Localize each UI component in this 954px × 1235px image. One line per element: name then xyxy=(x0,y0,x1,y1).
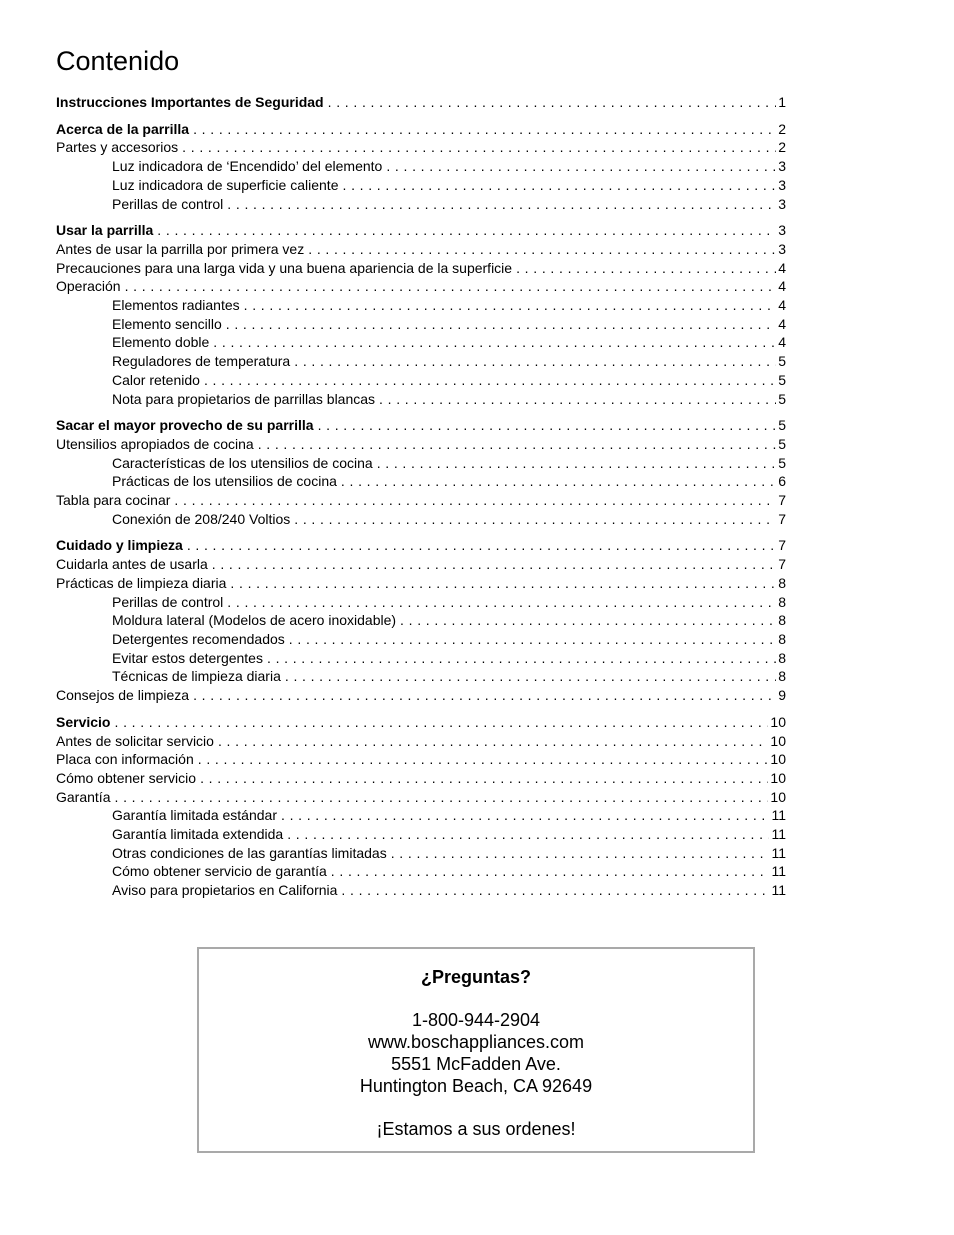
toc-dot-leader xyxy=(226,315,776,334)
toc-entry-label: Garantía limitada estándar xyxy=(112,807,277,824)
toc-dot-leader xyxy=(218,732,768,751)
toc-section xyxy=(56,120,786,214)
toc-page-number: 11 xyxy=(771,882,786,899)
toc-page-number: 4 xyxy=(778,259,786,276)
toc-dot-leader xyxy=(342,176,776,195)
toc-dot-leader xyxy=(377,454,777,473)
questions-box xyxy=(197,947,755,1153)
toc-heading-row xyxy=(56,416,786,435)
toc-entry-label: Antes de solicitar servicio xyxy=(56,732,214,749)
toc-page-number: 3 xyxy=(778,240,786,257)
toc-page-number: 4 xyxy=(778,297,786,314)
toc-entry-label: Aviso para propietarios en California xyxy=(112,882,338,899)
toc-entry-label: Moldura lateral (Modelos de acero inoxidable) xyxy=(112,612,397,629)
toc-dot-leader xyxy=(125,277,777,296)
toc-entry-row xyxy=(56,630,786,649)
toc-page-number: 8 xyxy=(778,574,786,591)
toc-page-number: 3 xyxy=(778,158,786,175)
toc-dot-leader xyxy=(244,296,777,315)
toc-page-number: 5 xyxy=(778,390,786,407)
phone-number: 1-800-944-2904 xyxy=(411,1010,541,1030)
toc-dot-leader xyxy=(400,611,776,630)
toc-entry-row xyxy=(56,277,786,296)
toc-dot-leader xyxy=(213,333,776,352)
toc-dot-leader xyxy=(294,352,776,371)
toc-dot-leader xyxy=(227,593,776,612)
toc-entry-label: Reguladores de temperatura xyxy=(112,353,291,370)
toc-entry-label: Perillas de control xyxy=(112,195,224,212)
toc-page-number: 11 xyxy=(771,844,786,861)
toc-entry-label: Luz indicadora de superficie caliente xyxy=(112,176,339,193)
toc-entry-label: Cómo obtener servicio de garantía xyxy=(112,863,327,880)
toc-page-number: 7 xyxy=(778,492,786,509)
toc-entry-label: Conexión de 208/240 Voltios xyxy=(112,510,291,527)
toc-entry-label: Cuidado y limpieza xyxy=(56,537,183,554)
toc-dot-leader xyxy=(289,630,776,649)
toc-page-number: 5 xyxy=(778,435,786,452)
toc-entry-label: Elemento doble xyxy=(112,334,210,351)
toc-dot-leader xyxy=(193,120,776,139)
toc-dot-leader xyxy=(516,259,776,278)
toc-entry-label: Elemento sencillo xyxy=(112,315,222,332)
toc-entry-label: Cuidarla antes de usarla xyxy=(56,556,208,573)
toc-entry-label: Prácticas de los utensilios de cocina xyxy=(112,473,337,490)
toc-entry-row xyxy=(56,333,786,352)
toc-entry-row xyxy=(56,686,786,705)
toc-page-number: 5 xyxy=(778,454,786,471)
toc-section xyxy=(56,713,786,900)
street-address: 5551 McFadden Ave. xyxy=(391,1054,561,1074)
toc-page-number: 8 xyxy=(778,612,786,629)
toc-entry-row xyxy=(56,611,786,630)
toc-entry-label: Sacar el mayor provecho de su parrilla xyxy=(56,417,314,434)
toc-heading-row xyxy=(56,536,786,555)
toc-dot-leader xyxy=(230,574,776,593)
toc-entry-row xyxy=(56,435,786,454)
toc-entry-label: Elementos radiantes xyxy=(112,297,240,314)
toc-entry-label: Antes de usar la parrilla por primera vez xyxy=(56,240,305,257)
toc-dot-leader xyxy=(227,195,776,214)
toc-entry-row xyxy=(56,732,786,751)
toc-entry-label: Acerca de la parrilla xyxy=(56,120,190,137)
website: www.boschappliances.com xyxy=(367,1032,585,1052)
toc-entry-label: Nota para propietarios de parrillas blancas xyxy=(112,390,376,407)
toc-entry-label: Luz indicadora de ‘Encendido’ del elemento xyxy=(112,158,383,175)
toc-dot-leader xyxy=(318,416,777,435)
toc-page-number: 7 xyxy=(778,537,786,554)
toc-page-number: 7 xyxy=(778,556,786,573)
toc-dot-leader xyxy=(114,788,768,807)
toc-entry-label: Utensilios apropiados de cocina xyxy=(56,435,254,452)
toc-dot-leader xyxy=(287,825,769,844)
city-address: Huntington Beach, CA 92649 xyxy=(359,1076,593,1096)
toc-dot-leader xyxy=(187,536,776,555)
toc-page-number: 11 xyxy=(771,826,786,843)
toc-dot-leader xyxy=(212,555,776,574)
toc-entry-label: Detergentes recomendados xyxy=(112,630,285,647)
toc-heading-row xyxy=(56,713,786,732)
toc-section xyxy=(56,536,786,704)
toc-entry-row xyxy=(56,157,786,176)
toc-page-number: 10 xyxy=(770,769,786,786)
toc-entry-row xyxy=(56,491,786,510)
questions-title: ¿Preguntas? xyxy=(420,967,531,987)
page-title: Contenido xyxy=(56,46,180,76)
toc-entry-label: Técnicas de limpieza diaria xyxy=(112,668,281,685)
toc-entry-label: Prácticas de limpieza diaria xyxy=(56,574,227,591)
toc-dot-leader xyxy=(182,138,776,157)
toc-entry-row xyxy=(56,371,786,390)
toc-heading-row xyxy=(56,221,786,240)
toc-entry-row xyxy=(56,259,786,278)
toc-entry-label: Precauciones para una larga vida y una buena apariencia de la superficie xyxy=(56,259,513,276)
toc-page-number: 2 xyxy=(778,139,786,156)
toc-entry-label: Servicio xyxy=(56,713,111,730)
toc-dot-leader xyxy=(200,769,768,788)
toc-entry-label: Instrucciones Importantes de Seguridad xyxy=(56,94,324,110)
toc-entry-row xyxy=(56,649,786,668)
toc-dot-leader xyxy=(285,667,776,686)
toc-page-number: 10 xyxy=(770,713,786,730)
toc-page-number: 8 xyxy=(778,668,786,685)
toc-page-number: 4 xyxy=(778,334,786,351)
toc-entry-label: Partes y accesorios xyxy=(56,139,179,156)
toc-entry-label: Consejos de limpieza xyxy=(56,687,190,704)
toc-entry-row xyxy=(56,454,786,473)
toc-entry-row xyxy=(56,296,786,315)
toc-page-number: 2 xyxy=(778,120,786,137)
toc-dot-leader xyxy=(193,686,776,705)
toc-page-number: 8 xyxy=(778,593,786,610)
toc-dot-leader xyxy=(308,240,776,259)
toc-entry-label: Usar la parrilla xyxy=(56,222,154,239)
toc-page-number: 9 xyxy=(778,687,786,704)
table-of-contents xyxy=(56,93,786,908)
toc-entry-row xyxy=(56,862,786,881)
toc-page-number: 11 xyxy=(771,863,786,880)
toc-entry-label: Operación xyxy=(56,278,121,295)
toc-page-number: 7 xyxy=(778,510,786,527)
toc-entry-row xyxy=(56,750,786,769)
toc-entry-row xyxy=(56,844,786,863)
toc-entry-row xyxy=(56,176,786,195)
toc-page-number: 3 xyxy=(778,222,786,239)
toc-page-number: 10 xyxy=(770,751,786,768)
toc-dot-leader xyxy=(386,157,776,176)
toc-entry-label: Tabla para cocinar xyxy=(56,492,171,509)
toc-dot-leader xyxy=(341,881,769,900)
toc-entry-label: Garantía limitada extendida xyxy=(112,826,284,843)
questions-footer: ¡Estamos a sus ordenes! xyxy=(376,1119,576,1139)
toc-entry-row xyxy=(56,240,786,259)
toc-page-number: 5 xyxy=(778,353,786,370)
toc-dot-leader xyxy=(391,844,770,863)
toc-entry-row xyxy=(56,352,786,371)
toc-entry-row xyxy=(56,138,786,157)
toc-page-number: 6 xyxy=(778,473,786,490)
toc-heading-row xyxy=(56,93,786,112)
toc-page-number: 1 xyxy=(778,94,786,110)
toc-entry-label: Características de los utensilios de cocina xyxy=(112,454,373,471)
toc-dot-leader xyxy=(157,221,776,240)
toc-entry-row xyxy=(56,510,786,529)
toc-entry-row xyxy=(56,593,786,612)
toc-entry-row xyxy=(56,390,786,409)
toc-entry-row xyxy=(56,574,786,593)
toc-entry-label: Perillas de control xyxy=(112,593,224,610)
toc-entry-label: Evitar estos detergentes xyxy=(112,649,263,666)
toc-dot-leader xyxy=(328,93,777,112)
toc-page-number: 3 xyxy=(778,176,786,193)
toc-dot-leader xyxy=(379,390,776,409)
toc-section xyxy=(56,93,786,112)
toc-page-number: 3 xyxy=(778,195,786,212)
toc-section xyxy=(56,221,786,408)
toc-page-number: 10 xyxy=(770,788,786,805)
toc-page-number: 5 xyxy=(778,417,786,434)
toc-entry-label: Calor retenido xyxy=(112,371,200,388)
toc-entry-row xyxy=(56,825,786,844)
toc-entry-row xyxy=(56,806,786,825)
toc-dot-leader xyxy=(281,806,769,825)
toc-entry-row xyxy=(56,769,786,788)
toc-entry-row xyxy=(56,555,786,574)
toc-entry-label: Placa con información xyxy=(56,751,194,768)
toc-dot-leader xyxy=(204,371,776,390)
toc-dot-leader xyxy=(341,472,776,491)
toc-page-number: 4 xyxy=(778,278,786,295)
contact-info xyxy=(199,1009,753,1097)
toc-page-number: 10 xyxy=(770,732,786,749)
toc-dot-leader xyxy=(258,435,777,454)
toc-dot-leader xyxy=(331,862,770,881)
toc-page-number: 11 xyxy=(771,807,786,824)
toc-section xyxy=(56,416,786,528)
toc-entry-row xyxy=(56,667,786,686)
toc-entry-row xyxy=(56,788,786,807)
toc-entry-row xyxy=(56,315,786,334)
toc-dot-leader xyxy=(294,510,776,529)
toc-entry-row xyxy=(56,472,786,491)
toc-dot-leader xyxy=(174,491,776,510)
toc-page-number: 8 xyxy=(778,649,786,666)
toc-entry-label: Otras condiciones de las garantías limitadas xyxy=(112,844,387,861)
toc-dot-leader xyxy=(267,649,776,668)
toc-dot-leader xyxy=(198,750,769,769)
toc-entry-row xyxy=(56,195,786,214)
toc-heading-row xyxy=(56,120,786,139)
toc-entry-row xyxy=(56,881,786,900)
toc-page-number: 8 xyxy=(778,630,786,647)
toc-entry-label: Cómo obtener servicio xyxy=(56,769,197,786)
toc-page-number: 4 xyxy=(778,315,786,332)
toc-page-number: 5 xyxy=(778,371,786,388)
toc-entry-label: Garantía xyxy=(56,788,111,805)
toc-dot-leader xyxy=(114,713,768,732)
